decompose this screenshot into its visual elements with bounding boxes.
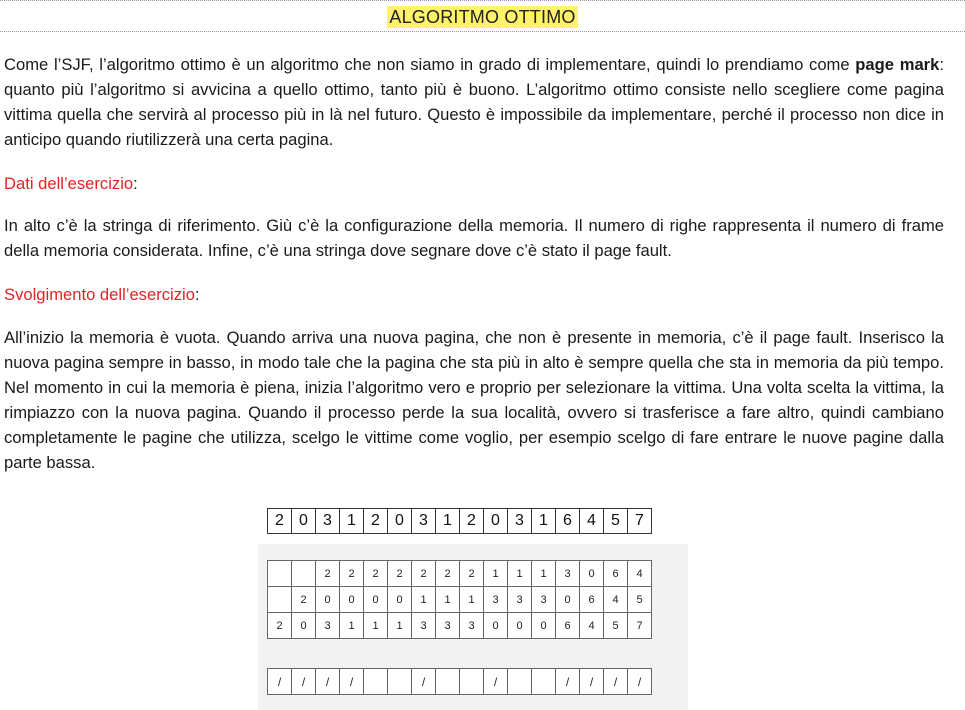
reference-cell: 2 xyxy=(364,509,388,534)
reference-cell: 0 xyxy=(388,509,412,534)
memory-frame-cell: 2 xyxy=(292,587,316,613)
memory-frame-cell: 2 xyxy=(388,561,412,587)
reference-cell: 5 xyxy=(604,509,628,534)
memory-frame-cell: 7 xyxy=(628,613,652,639)
memory-frame-cell: 1 xyxy=(532,561,556,587)
memory-frame-cell: 3 xyxy=(412,613,436,639)
page-fault-cell xyxy=(532,669,556,695)
section1-paragraph: In alto c’è la stringa di riferimento. Giù c’è la configurazione della memoria. Il numero di righe rappresenta il numero di frame della memoria considerata. Infine, c’è una stringa dove segnare dove c’è stato il page fault. xyxy=(4,216,944,260)
page-fault-cell xyxy=(388,669,412,695)
intro-text-2: : quanto più l’algoritmo si avvicina a quello ottimo, tanto più è buono. L’algoritmo ottimo consiste nello scegliere come pagina vittima quella che servirà al processo più in là nel futuro. Questo è impossibile da implementare, perché il processo non dice in anticipo quando riutilizzerà una certa pagina. xyxy=(4,55,944,149)
memory-frame-row xyxy=(268,587,652,613)
reference-cell: 1 xyxy=(340,509,364,534)
page-fault-cell xyxy=(436,669,460,695)
section2-heading: Svolgimento dell’esercizio xyxy=(4,285,195,304)
page-fault-cell: / xyxy=(340,669,364,695)
memory-frame-cell: 2 xyxy=(316,561,340,587)
memory-frame-row xyxy=(268,561,652,587)
memory-frame-cell: 1 xyxy=(484,561,508,587)
memory-frame-cell: 2 xyxy=(412,561,436,587)
reference-cell: 2 xyxy=(268,509,292,534)
memory-frame-cell: 3 xyxy=(316,613,340,639)
section1-colon: : xyxy=(133,174,138,193)
reference-cell: 0 xyxy=(292,509,316,534)
memory-frame-cell: 2 xyxy=(340,561,364,587)
reference-cell: 1 xyxy=(436,509,460,534)
memory-frame-cell: 3 xyxy=(436,613,460,639)
memory-frame-cell: 5 xyxy=(628,587,652,613)
exercise-figure xyxy=(258,500,688,710)
memory-frame-cell: 2 xyxy=(364,561,388,587)
memory-frame-cell: 6 xyxy=(580,587,604,613)
section2-paragraph: All’inizio la memoria è vuota. Quando arriva una nuova pagina, che non è presente in memoria, c’è il page fault. Inserisco la nuova pagina sempre in basso, in modo tale che la pagina che sta più in alto è sempre quella che sta in memoria da più tempo. Nel momento in cui la memoria è piena, inizia l’algoritmo vero e proprio per selezionare la vittima. Una volta scelta la vittima, la rimpiazzo con la nuova pagina. Quando il processo perde la sua località, ovvero si trasferisce a fare altro, quindi cambiano completamente le pagine che utilizza, scelgo le vittime come voglio, per esempio scelgo di fare entrare le nuove pagine dalla parte bassa. xyxy=(4,328,944,472)
reference-row xyxy=(268,509,652,534)
memory-frame-cell: 3 xyxy=(532,587,556,613)
memory-frame-cell: 1 xyxy=(460,587,484,613)
reference-cell: 3 xyxy=(508,509,532,534)
page-fault-row xyxy=(268,669,652,695)
memory-frame-cell: 3 xyxy=(556,561,580,587)
memory-frame-cell: 4 xyxy=(580,613,604,639)
page-fault-cell: / xyxy=(604,669,628,695)
memory-frame-cell: 2 xyxy=(460,561,484,587)
page-fault-cell: / xyxy=(292,669,316,695)
memory-frames-table xyxy=(267,560,652,639)
memory-frame-cell: 0 xyxy=(292,613,316,639)
page-fault-cell: / xyxy=(412,669,436,695)
memory-frame-cell: 1 xyxy=(412,587,436,613)
page-fault-cell: / xyxy=(556,669,580,695)
memory-frame-cell: 0 xyxy=(580,561,604,587)
memory-frame-cell: 6 xyxy=(556,613,580,639)
page-fault-cell: / xyxy=(484,669,508,695)
memory-frame-cell: 1 xyxy=(436,587,460,613)
reference-cell: 3 xyxy=(316,509,340,534)
title-bar xyxy=(0,6,965,28)
memory-frame-cell: 0 xyxy=(484,613,508,639)
intro-bold-term: page mark xyxy=(855,55,940,74)
intro-text-1: Come l’SJF, l’algoritmo ottimo è un algoritmo che non siamo in grado di implementare, quindi lo prendiamo come xyxy=(4,55,856,74)
memory-frame-cell xyxy=(268,587,292,613)
page-fault-cell: / xyxy=(316,669,340,695)
memory-frame-cell: 3 xyxy=(460,613,484,639)
section1-heading-line xyxy=(4,171,944,196)
memory-frame-cell: 0 xyxy=(388,587,412,613)
reference-cell: 2 xyxy=(460,509,484,534)
memory-frame-cell xyxy=(292,561,316,587)
title-dotted-rule xyxy=(0,31,965,32)
page-fault-cell xyxy=(460,669,484,695)
page-fault-table xyxy=(267,668,652,695)
section2-heading-line xyxy=(4,282,944,307)
memory-frame-cell xyxy=(268,561,292,587)
reference-cell: 4 xyxy=(580,509,604,534)
memory-frame-cell: 3 xyxy=(508,587,532,613)
memory-frame-cell: 0 xyxy=(316,587,340,613)
section1-heading: Dati dell’esercizio xyxy=(4,174,134,193)
memory-frame-cell: 0 xyxy=(340,587,364,613)
page-fault-cell: / xyxy=(628,669,652,695)
page-fault-cell: / xyxy=(268,669,292,695)
memory-frame-cell: 1 xyxy=(364,613,388,639)
reference-cell: 7 xyxy=(628,509,652,534)
page-fault-cell xyxy=(364,669,388,695)
memory-frame-cell: 2 xyxy=(268,613,292,639)
memory-frame-cell: 1 xyxy=(508,561,532,587)
reference-cell: 6 xyxy=(556,509,580,534)
page-fault-cell xyxy=(508,669,532,695)
reference-cell: 1 xyxy=(532,509,556,534)
reference-string-table xyxy=(267,508,652,534)
intro-paragraph xyxy=(4,52,944,152)
section2-colon: : xyxy=(194,285,200,304)
memory-frame-cell: 0 xyxy=(556,587,580,613)
memory-frame-cell: 5 xyxy=(604,613,628,639)
memory-frame-cell: 0 xyxy=(532,613,556,639)
memory-frame-row xyxy=(268,613,652,639)
reference-cell: 3 xyxy=(412,509,436,534)
top-dotted-rule xyxy=(0,0,965,1)
memory-frame-cell: 3 xyxy=(484,587,508,613)
memory-frame-cell: 1 xyxy=(340,613,364,639)
memory-frame-cell: 6 xyxy=(604,561,628,587)
memory-frame-cell: 4 xyxy=(628,561,652,587)
page-fault-cell: / xyxy=(580,669,604,695)
page-title: ALGORITMO OTTIMO xyxy=(389,7,576,27)
memory-frame-cell: 0 xyxy=(364,587,388,613)
memory-frame-cell: 1 xyxy=(388,613,412,639)
reference-cell: 0 xyxy=(484,509,508,534)
memory-frame-cell: 4 xyxy=(604,587,628,613)
memory-frame-cell: 2 xyxy=(436,561,460,587)
memory-frame-cell: 0 xyxy=(508,613,532,639)
